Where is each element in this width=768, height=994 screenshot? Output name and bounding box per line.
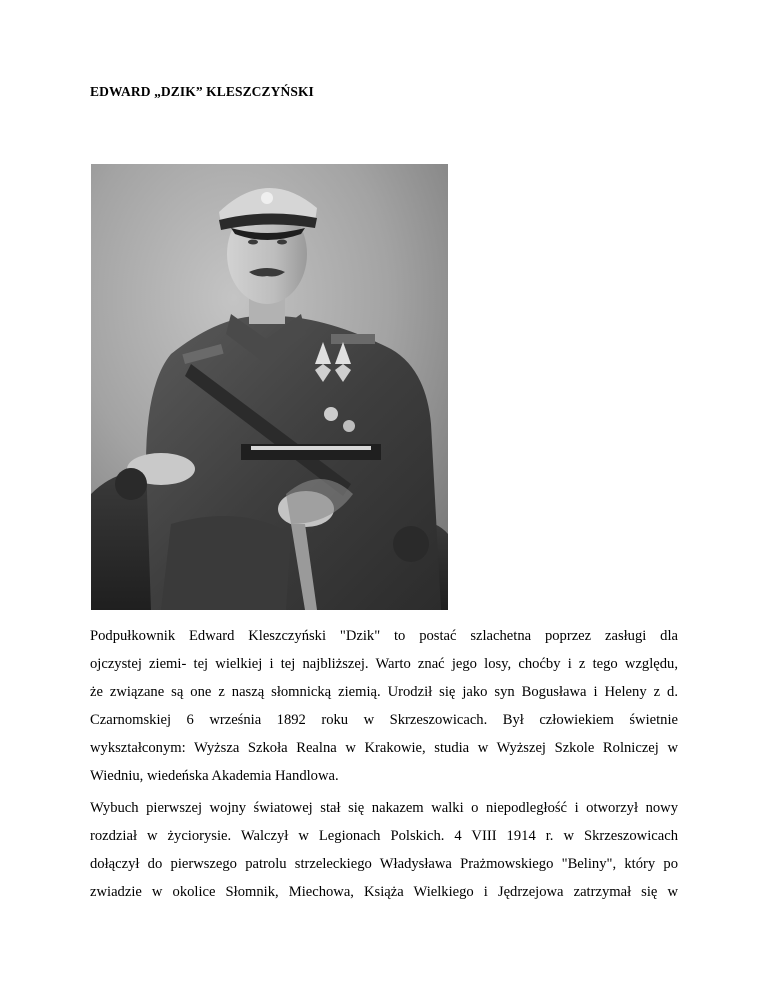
- paragraph-line: Czarnomskiej 6 września 1892 roku w Skrzeszowicach. Był człowiekiem świetnie: [90, 712, 678, 728]
- paragraph-1: [90, 622, 678, 790]
- paragraph-line: Podpułkownik Edward Kleszczyński "Dzik" to postać szlachetna poprzez zasługi dla: [90, 628, 678, 644]
- paragraph-line: Wybuch pierwszej wojny światowej stał się nakazem walki o niepodległość i otworzył nowy: [90, 800, 678, 816]
- paragraph-line: Wiedniu, wiedeńska Akademia Handlowa.: [90, 768, 339, 784]
- paragraph-2: [90, 794, 678, 906]
- portrait-photo: [91, 164, 448, 610]
- portrait-photo-icon: [91, 164, 448, 610]
- document-title: EDWARD „DZIK” KLESZCZYŃSKI: [90, 84, 314, 99]
- paragraph-line: ojczystej ziemi- tej wielkiej i tej najbliższej. Warto znać jego losy, choćby i z tego względu,: [90, 656, 678, 672]
- paragraph-line: że związane są one z naszą słomnicką ziemią. Urodził się jako syn Bogusława i Heleny z d.: [90, 684, 678, 700]
- paragraph-line: zwiadzie w okolice Słomnik, Miechowa, Książa Wielkiego i Jędrzejowa zatrzymał się w: [90, 884, 678, 900]
- paragraph-line: dołączył do pierwszego patrolu strzeleckiego Władysława Prażmowskiego "Beliny", który po: [90, 856, 678, 872]
- paragraph-line: wykształconym: Wyższa Szkoła Realna w Krakowie, studia w Wyższej Szkole Rolniczej w: [90, 740, 678, 756]
- paragraph-line: rozdział w życiorysie. Walczył w Legionach Polskich. 4 VIII 1914 r. w Skrzeszowicach: [90, 828, 678, 844]
